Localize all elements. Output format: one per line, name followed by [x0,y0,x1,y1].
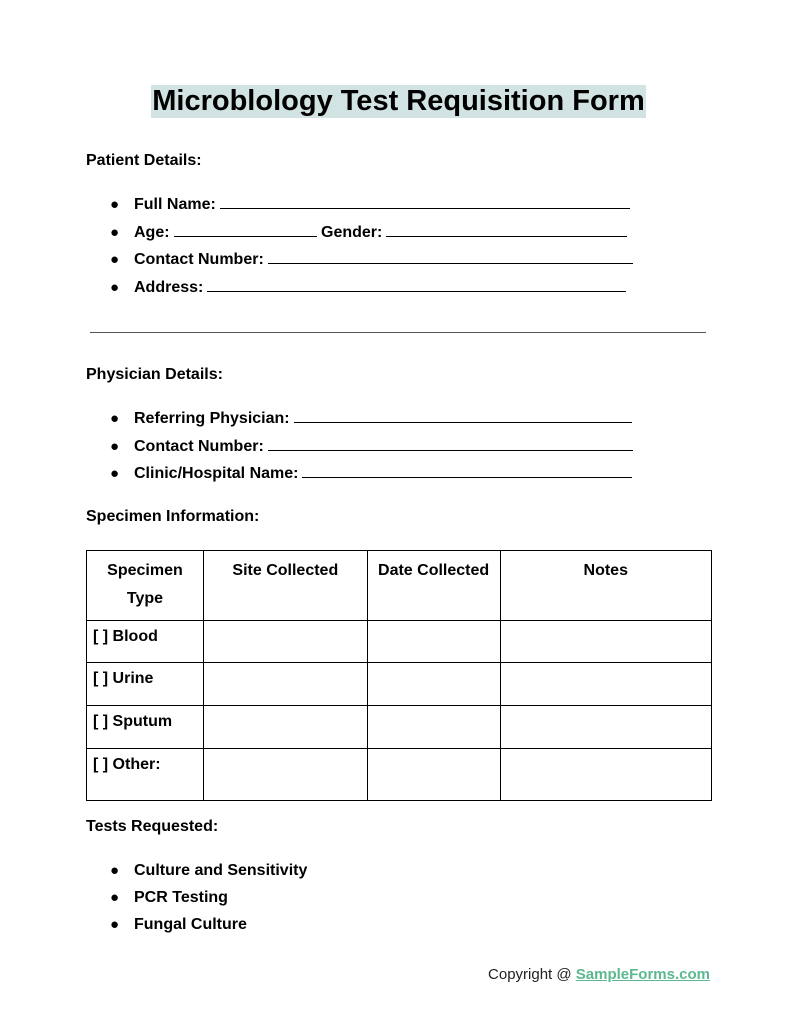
table-row [87,749,712,801]
list-item [110,911,307,938]
sampleforms-link[interactable]: SampleForms.com [575,966,710,983]
table-row [87,663,712,706]
patient-details-heading: Patient Details: [86,152,202,169]
address-field[interactable] [207,290,626,292]
specimen-urine-checkbox[interactable]: [ ] Urine [87,663,204,706]
specimen-sputum-checkbox[interactable]: [ ] Sputum [87,706,204,749]
bullet-icon: ● [110,437,120,455]
clinic-hospital-field[interactable] [302,476,632,478]
date-collected-cell[interactable] [367,749,500,801]
notes-cell[interactable] [500,621,712,663]
age-label: Age: [134,223,170,241]
physician-details-heading: Physician Details: [86,366,223,383]
list-item [110,191,633,219]
bullet-icon: ● [110,196,120,213]
section-divider [90,332,706,333]
specimen-blood-checkbox[interactable]: [ ] Blood [87,621,204,663]
site-collected-cell[interactable] [203,749,367,801]
site-collected-cell[interactable] [203,706,367,749]
date-collected-cell[interactable] [367,621,500,663]
list-item [110,405,633,433]
clinic-hospital-label: Clinic/Hospital Name: [134,465,299,482]
notes-cell[interactable] [500,749,712,801]
bullet-icon: ● [110,278,120,296]
table-row [87,706,712,749]
referring-physician-field[interactable] [294,421,632,423]
referring-physician-label: Referring Physician: [134,410,290,427]
gender-label: Gender: [321,223,383,241]
bullet-icon: ● [110,889,120,906]
table-row [87,621,712,663]
full-name-label: Full Name: [134,196,216,213]
column-header-date-collected: Date Collected [367,551,500,621]
age-field[interactable] [174,235,317,237]
column-header-specimen-type: Specimen Type [87,551,204,621]
site-collected-cell[interactable] [203,663,367,706]
physician-fields-list [110,405,633,488]
test-pcr-testing: PCR Testing [134,889,228,906]
bullet-icon: ● [110,251,120,268]
list-item [110,219,633,247]
notes-cell[interactable] [500,706,712,749]
address-label: Address: [134,278,204,296]
bullet-icon: ● [110,916,120,933]
bullet-icon: ● [110,465,120,482]
site-collected-cell[interactable] [203,621,367,663]
specimen-table [86,550,712,801]
page-title: Microblology Test Requisition Form [152,85,645,117]
list-item [110,884,307,911]
tests-requested-list [110,857,307,938]
specimen-other-checkbox[interactable]: [ ] Other: [87,749,204,801]
contact-number-label: Contact Number: [134,251,264,268]
gender-field[interactable] [386,235,627,237]
tests-requested-heading: Tests Requested: [86,818,219,835]
list-item [110,433,633,461]
bullet-icon: ● [110,862,120,879]
date-collected-cell[interactable] [367,663,500,706]
notes-cell[interactable] [500,663,712,706]
list-item [110,857,307,884]
list-item [110,274,633,302]
test-culture-sensitivity: Culture and Sensitivity [134,862,308,879]
patient-fields-list [110,191,633,301]
physician-contact-label: Contact Number: [134,437,264,455]
date-collected-cell[interactable] [367,706,500,749]
bullet-icon: ● [110,223,120,241]
test-fungal-culture: Fungal Culture [134,916,247,933]
contact-number-field[interactable] [268,262,633,264]
full-name-field[interactable] [220,207,630,209]
column-header-notes: Notes [500,551,712,621]
specimen-information-heading: Specimen Information: [86,508,260,525]
column-header-site-collected: Site Collected [203,551,367,621]
physician-contact-field[interactable] [268,449,633,451]
footer-copyright [488,966,710,983]
table-header-row [87,551,712,621]
bullet-icon: ● [110,410,120,427]
copyright-text: Copyright @ [488,966,576,983]
list-item [110,460,633,488]
list-item [110,246,633,274]
